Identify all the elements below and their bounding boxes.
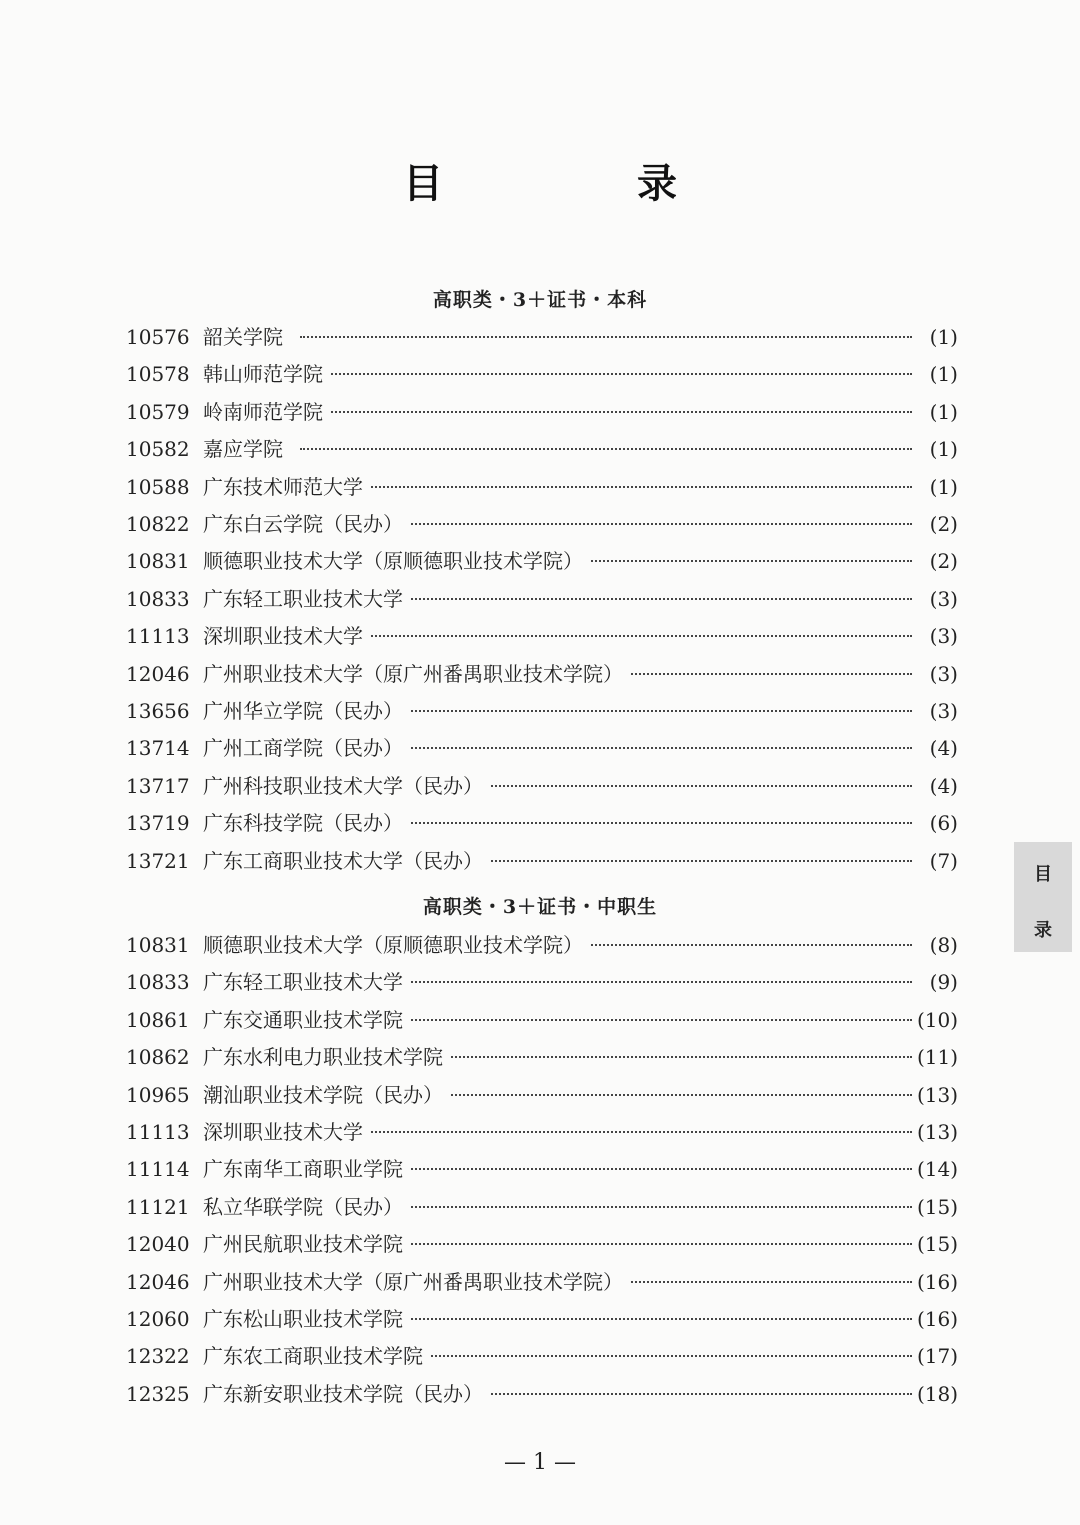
toc-entry-name: 广州民航职业技术学院: [203, 1229, 409, 1259]
toc-entry[interactable]: [0, 1192, 1080, 1222]
toc-entry[interactable]: [0, 930, 1080, 960]
toc-entry-code: 13656: [126, 699, 190, 723]
toc-entry[interactable]: [0, 397, 1080, 427]
toc-entry-name: 广州职业技术大学（原广州番禺职业技术学院）: [203, 659, 629, 689]
side-tab-char-1: 目: [1034, 864, 1052, 885]
toc-entry-name: 广东交通职业技术学院: [203, 1005, 409, 1035]
toc-dot-leader: [300, 486, 912, 488]
toc-entry[interactable]: [0, 359, 1080, 389]
toc-entry-code: 10578: [126, 362, 190, 387]
toc-entry-code: 11114: [126, 1157, 190, 1182]
toc-entry[interactable]: [0, 322, 1080, 352]
toc-entry-name: 广东白云学院（民办）: [203, 509, 409, 539]
toc-entry-page: (1): [929, 362, 958, 387]
toc-entry[interactable]: [0, 1379, 1080, 1409]
toc-entry[interactable]: [0, 509, 1080, 539]
toc-entry-code: 12046: [126, 661, 190, 686]
toc-entry-page: (6): [929, 811, 958, 836]
toc-entry-page: (1): [929, 474, 958, 499]
toc-entry-code: 12325: [126, 1381, 190, 1406]
toc-entry-name: 广东技术师范大学: [203, 472, 369, 502]
toc-entry-code: 11113: [126, 624, 190, 649]
toc-entry[interactable]: [0, 1229, 1080, 1259]
toc-entry-code: 13719: [126, 811, 190, 836]
toc-entry-code: 11121: [126, 1194, 190, 1219]
toc-entry[interactable]: [0, 967, 1080, 997]
toc-dot-leader: [300, 336, 912, 338]
toc-entry-page: (9): [929, 970, 958, 995]
toc-entry-page: (13): [916, 1082, 958, 1107]
toc-entry-name: 广东轻工职业技术大学: [203, 967, 409, 997]
toc-entry-code: 10822: [126, 512, 190, 536]
toc-entry-code: 13714: [126, 736, 190, 761]
toc-entry-name: 广东新安职业技术学院（民办）: [203, 1379, 489, 1409]
section-heading-undergraduate: 高职类・3＋证书・本科: [432, 289, 648, 311]
toc-entry-code: 10965: [126, 1082, 190, 1107]
toc-entry[interactable]: [0, 696, 1080, 726]
toc-entry-page: (4): [929, 773, 958, 798]
toc-entry-page: (11): [916, 1045, 958, 1070]
toc-entry[interactable]: [0, 808, 1080, 838]
toc-entry-name: 广东科技学院（民办）: [203, 808, 409, 838]
toc-dot-leader: [300, 411, 912, 413]
side-tab-char-2: 录: [1034, 920, 1052, 941]
toc-entry[interactable]: [0, 546, 1080, 576]
toc-entry-page: (14): [916, 1157, 958, 1182]
page-title: 目 录: [403, 161, 767, 207]
toc-dot-leader: [300, 635, 912, 637]
toc-entry-name: 深圳职业技术大学: [203, 621, 369, 651]
toc-entry-page: (1): [929, 437, 958, 462]
toc-entry-code: 10576: [126, 325, 190, 349]
toc-entry[interactable]: [0, 1304, 1080, 1334]
toc-entry-name: 广东松山职业技术学院: [203, 1304, 409, 1334]
toc-entry-code: 10862: [126, 1045, 190, 1070]
toc-entry[interactable]: [0, 1117, 1080, 1147]
toc-entry[interactable]: [0, 1267, 1080, 1297]
toc-entry-page: (3): [929, 699, 958, 723]
toc-entry-page: (16): [916, 1269, 958, 1294]
toc-entry-page: (7): [929, 848, 958, 873]
toc-entry-page: (3): [929, 661, 958, 686]
toc-entry[interactable]: [0, 472, 1080, 502]
toc-entry[interactable]: [0, 733, 1080, 763]
toc-entry-name: 广州职业技术大学（原广州番禺职业技术学院）: [203, 1267, 629, 1297]
toc-entry-code: 10833: [126, 586, 190, 611]
toc-entry-page: (1): [929, 399, 958, 424]
toc-entry-page: (2): [929, 512, 958, 536]
toc-entry-name: 广东轻工职业技术大学: [203, 584, 409, 614]
toc-entry-code: 10861: [126, 1007, 190, 1032]
toc-entry-code: 10831: [126, 933, 190, 957]
toc-entry-name: 岭南师范学院: [203, 397, 329, 427]
page-number: — 1 —: [504, 1450, 576, 1475]
toc-entry-name: 广州工商学院（民办）: [203, 733, 409, 763]
toc-entry-code: 10579: [126, 399, 190, 424]
toc-entry-name: 私立华联学院（民办）: [203, 1192, 409, 1222]
toc-entry-page: (18): [916, 1381, 958, 1406]
side-tab-contents[interactable]: [1014, 842, 1072, 952]
toc-entry-name: 广东工商职业技术大学（民办）: [203, 846, 489, 876]
toc-entry-name: 韶关学院: [203, 322, 289, 352]
toc-entry[interactable]: [0, 659, 1080, 689]
toc-entry-name: 广州科技职业技术大学（民办）: [203, 771, 489, 801]
toc-entry-code: 11113: [126, 1120, 190, 1144]
toc-dot-leader: [300, 448, 912, 450]
toc-entry-page: (10): [916, 1007, 958, 1032]
toc-entry-code: 13717: [126, 773, 190, 798]
toc-entry-code: 13721: [126, 848, 190, 873]
section-heading-secondary-vocational: 高职类・3＋证书・中职生: [422, 896, 658, 918]
toc-entry-code: 10582: [126, 437, 190, 462]
toc-entry[interactable]: [0, 1005, 1080, 1035]
toc-entry[interactable]: [0, 846, 1080, 876]
toc-entry-code: 10588: [126, 474, 190, 499]
toc-entry[interactable]: [0, 1341, 1080, 1371]
toc-entry-page: (3): [929, 624, 958, 649]
toc-entry-name: 顺德职业技术大学（原顺德职业技术学院）: [203, 546, 589, 576]
toc-entry-page: (15): [916, 1232, 958, 1257]
toc-entry-name: 广东南华工商职业学院: [203, 1154, 409, 1184]
toc-entry[interactable]: [0, 584, 1080, 614]
toc-entry-page: (4): [929, 736, 958, 761]
toc-entry-page: (8): [929, 933, 958, 957]
toc-entry[interactable]: [0, 771, 1080, 801]
toc-entry-name: 顺德职业技术大学（原顺德职业技术学院）: [203, 930, 589, 960]
toc-entry-page: (1): [929, 325, 958, 349]
toc-dot-leader: [300, 373, 912, 375]
toc-entry-page: (16): [916, 1307, 958, 1331]
toc-entry-name: 韩山师范学院: [203, 359, 329, 389]
toc-entry-page: (13): [916, 1120, 958, 1144]
toc-entry[interactable]: [0, 1080, 1080, 1110]
toc-entry-code: 12040: [126, 1232, 190, 1257]
toc-entry-code: 12322: [126, 1344, 190, 1369]
toc-entry-name: 广东农工商职业技术学院: [203, 1341, 429, 1371]
toc-entry-name: 深圳职业技术大学: [203, 1117, 369, 1147]
toc-entry-code: 12060: [126, 1307, 190, 1331]
toc-dot-leader: [300, 1131, 912, 1133]
toc-entry[interactable]: [0, 1042, 1080, 1072]
toc-entry-name: 嘉应学院: [203, 434, 289, 464]
toc-entry-page: (15): [916, 1194, 958, 1219]
toc-entry-name: 广州华立学院（民办）: [203, 696, 409, 726]
toc-entry[interactable]: [0, 434, 1080, 464]
toc-entry[interactable]: [0, 1154, 1080, 1184]
toc-entry-page: (3): [929, 586, 958, 611]
toc-entry-code: 10831: [126, 549, 190, 574]
toc-entry-name: 广东水利电力职业技术学院: [203, 1042, 449, 1072]
toc-entry-name: 潮汕职业技术学院（民办）: [203, 1080, 449, 1110]
toc-entry-page: (2): [929, 549, 958, 574]
toc-entry[interactable]: [0, 621, 1080, 651]
toc-entry-code: 12046: [126, 1269, 190, 1294]
toc-entry-page: (17): [916, 1344, 958, 1369]
toc-entry-code: 10833: [126, 970, 190, 995]
